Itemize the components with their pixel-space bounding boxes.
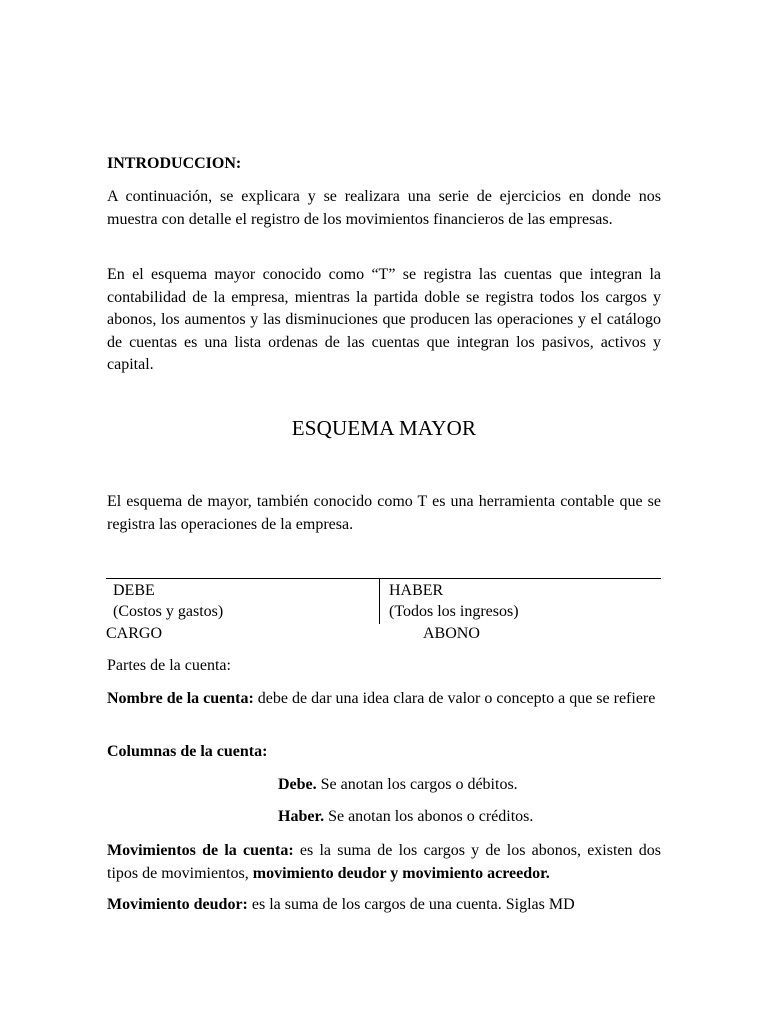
nombre-cuenta-paragraph xyxy=(107,688,661,711)
nombre-cuenta-text: debe de dar una idea clara de valor o concepto a que se refiere xyxy=(253,690,656,707)
movimientos-bold-end: movimiento deudor y movimiento acreedor. xyxy=(252,864,550,882)
debe-definition-label: Debe. xyxy=(278,776,317,793)
abono-label: ABONO xyxy=(423,625,480,642)
debe-subtitle: (Costos y gastos) xyxy=(113,603,224,620)
t-account-diagram xyxy=(106,578,661,644)
movimientos-label: Movimientos de la cuenta: xyxy=(107,842,294,859)
movimiento-deudor-text: es la suma de los cargos de una cuenta. Siglas MD xyxy=(247,896,575,913)
haber-definition-text: Se anotan los abonos o créditos. xyxy=(324,808,534,825)
movimientos-text: es la suma de los cargos y de los abonos, existen dos tipos de movimientos, xyxy=(107,842,661,882)
haber-header: HABER xyxy=(389,582,444,599)
debe-definition xyxy=(278,776,518,794)
intro-paragraph-1: A continuación, se explicara y se realizara una serie de ejercicios en donde nos muestra con detalle el registro de los movimientos financieros de las empresas. xyxy=(107,188,661,228)
haber-subtitle: (Todos los ingresos) xyxy=(389,603,519,620)
t-account-vertical-line xyxy=(379,578,380,624)
columnas-label: Columnas de la cuenta: xyxy=(107,743,268,760)
debe-definition-text: Se anotan los cargos o débitos. xyxy=(316,776,518,793)
t-account-top-line xyxy=(106,578,661,579)
movimiento-deudor-paragraph xyxy=(107,896,575,914)
movimiento-deudor-label: Movimiento deudor: xyxy=(107,896,248,913)
section-title: ESQUEMA MAYOR xyxy=(291,416,477,440)
nombre-cuenta-label: Nombre de la cuenta: xyxy=(107,690,254,707)
haber-definition xyxy=(278,808,533,826)
intro-paragraph-2: En el esquema mayor conocido como “T” se registra las cuentas que integran la contabilidad de la empresa, mientras la partida doble se registra todos los cargos y abonos, los aumentos y las disminuciones que producen las operaciones y el catálogo de cuentas es una lista ordenas de las cuentas que integran los pasivos, activos y capital. xyxy=(107,266,661,373)
intro-heading: INTRODUCCION: xyxy=(107,155,242,172)
cargo-label: CARGO xyxy=(106,625,163,642)
haber-definition-label: Haber. xyxy=(278,808,325,825)
partes-intro: Partes de la cuenta: xyxy=(107,657,231,674)
movimientos-paragraph xyxy=(107,840,661,885)
esquema-description: El esquema de mayor, también conocido como T es una herramienta contable que se registra las operaciones de la empresa. xyxy=(107,493,661,533)
debe-header: DEBE xyxy=(113,582,155,599)
